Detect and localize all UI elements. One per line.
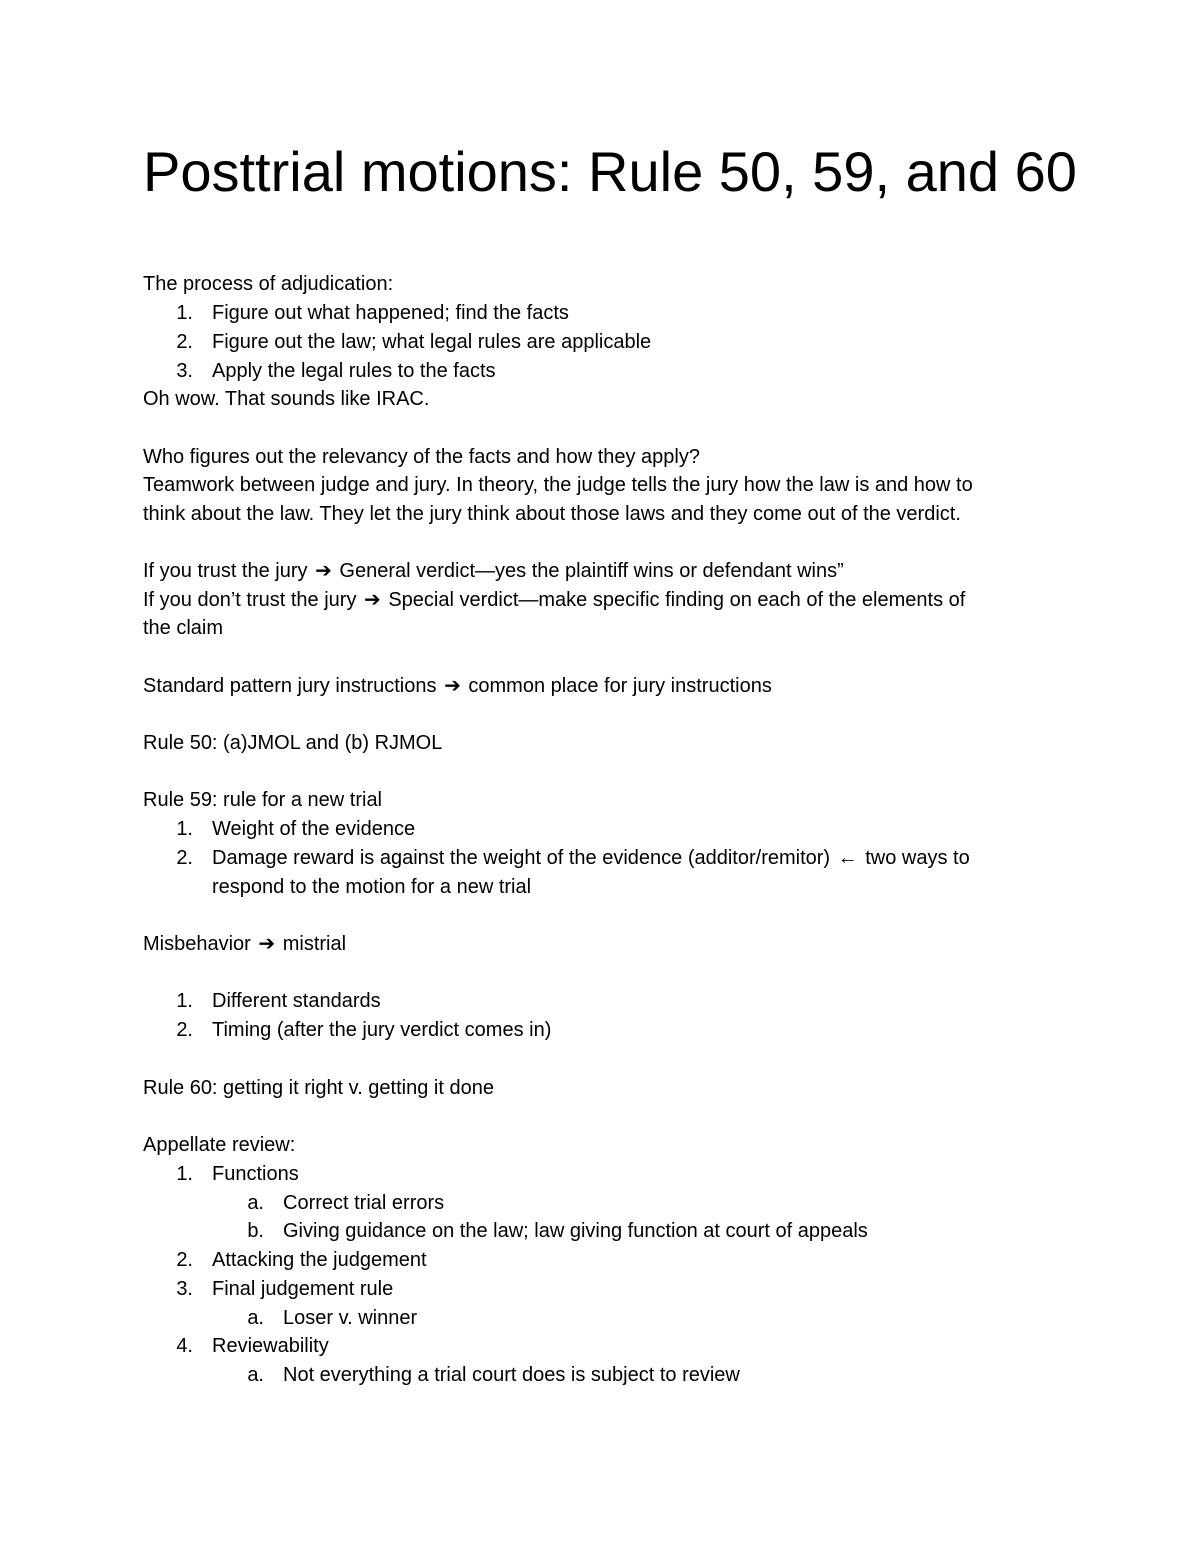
list-number: 2. <box>176 331 193 353</box>
general-verdict-text: General verdict—yes the plaintiff wins or defendant wins” <box>339 560 844 582</box>
right-arrow-icon: ➔ <box>364 589 381 611</box>
list-number: 2. <box>176 1019 193 1041</box>
list-item: Final judgement rule <box>212 1278 394 1300</box>
pattern-instructions-line <box>143 672 772 700</box>
list-number: 1. <box>176 302 193 324</box>
list-item: Weight of the evidence <box>212 818 416 840</box>
distrust-verdict-line <box>143 586 965 614</box>
misbehavior-text: Misbehavior <box>143 933 251 955</box>
relevancy-question: Who figures out the relevancy of the facts and how they apply? <box>143 446 700 468</box>
list-number: 3. <box>176 1278 193 1300</box>
sublist-letter: a. <box>247 1364 264 1386</box>
list-number: 1. <box>176 1163 193 1185</box>
list-number: 2. <box>176 847 193 869</box>
list-item <box>212 844 970 872</box>
sublist-item: Not everything a trial court does is subject to review <box>283 1364 740 1386</box>
adjudication-note: Oh wow. That sounds like IRAC. <box>143 388 430 410</box>
list-item: Functions <box>212 1163 299 1185</box>
list-item: Attacking the judgement <box>212 1249 427 1271</box>
list-item: Reviewability <box>212 1335 329 1357</box>
right-arrow-icon: ➔ <box>444 675 461 697</box>
rule-50-line: Rule 50: (a)JMOL and (b) RJMOL <box>143 732 443 754</box>
two-ways-text: two ways to <box>865 847 970 869</box>
list-number: 2. <box>176 1249 193 1271</box>
appellate-heading: Appellate review: <box>143 1134 296 1156</box>
right-arrow-icon: ➔ <box>258 933 276 955</box>
misbehavior-line <box>143 930 346 958</box>
sublist-letter: b. <box>247 1220 264 1242</box>
special-verdict-text: Special verdict—make specific finding on each of the elements of <box>388 589 966 611</box>
left-arrow-icon: ← <box>837 847 858 869</box>
trust-verdict-line <box>143 557 844 585</box>
list-item: Apply the legal rules to the facts <box>212 360 496 382</box>
document-title: Posttrial motions: Rule 50, 59, and 60 <box>143 140 1077 203</box>
sublist-item: Correct trial errors <box>283 1192 445 1214</box>
mistrial-text: mistrial <box>282 933 347 955</box>
list-item: Figure out the law; what legal rules are applicable <box>212 331 652 353</box>
special-verdict-continuation: the claim <box>143 617 224 639</box>
rule-60-line: Rule 60: getting it right v. getting it done <box>143 1077 494 1099</box>
list-number: 4. <box>176 1335 193 1357</box>
right-arrow-icon: ➔ <box>315 560 332 582</box>
adjudication-heading: The process of adjudication: <box>143 273 394 295</box>
sublist-item: Loser v. winner <box>283 1307 418 1329</box>
list-item: Figure out what happened; find the facts <box>212 302 569 324</box>
list-number: 3. <box>176 360 193 382</box>
sublist-letter: a. <box>247 1192 264 1214</box>
relevancy-answer-line: think about the law. They let the jury think about those laws and they come out of the verdict. <box>143 503 961 525</box>
damage-reward-text: Damage reward is against the weight of the evidence (additor/remitor) <box>212 847 831 869</box>
distrust-text: If you don’t trust the jury <box>143 589 357 611</box>
list-item-continuation: respond to the motion for a new trial <box>212 876 532 898</box>
list-number: 1. <box>176 818 193 840</box>
trust-text: If you trust the jury <box>143 560 308 582</box>
sublist-letter: a. <box>247 1307 264 1329</box>
relevancy-answer-line: Teamwork between judge and jury. In theory, the judge tells the jury how the law is and how to <box>143 474 973 496</box>
list-item: Different standards <box>212 990 381 1012</box>
sublist-item: Giving guidance on the law; law giving function at court of appeals <box>283 1220 868 1242</box>
pattern-text: Standard pattern jury instructions <box>143 675 437 697</box>
pattern-result-text: common place for jury instructions <box>468 675 772 697</box>
rule-59-heading: Rule 59: rule for a new trial <box>143 789 383 811</box>
list-number: 1. <box>176 990 193 1012</box>
list-item: Timing (after the jury verdict comes in) <box>212 1019 552 1041</box>
